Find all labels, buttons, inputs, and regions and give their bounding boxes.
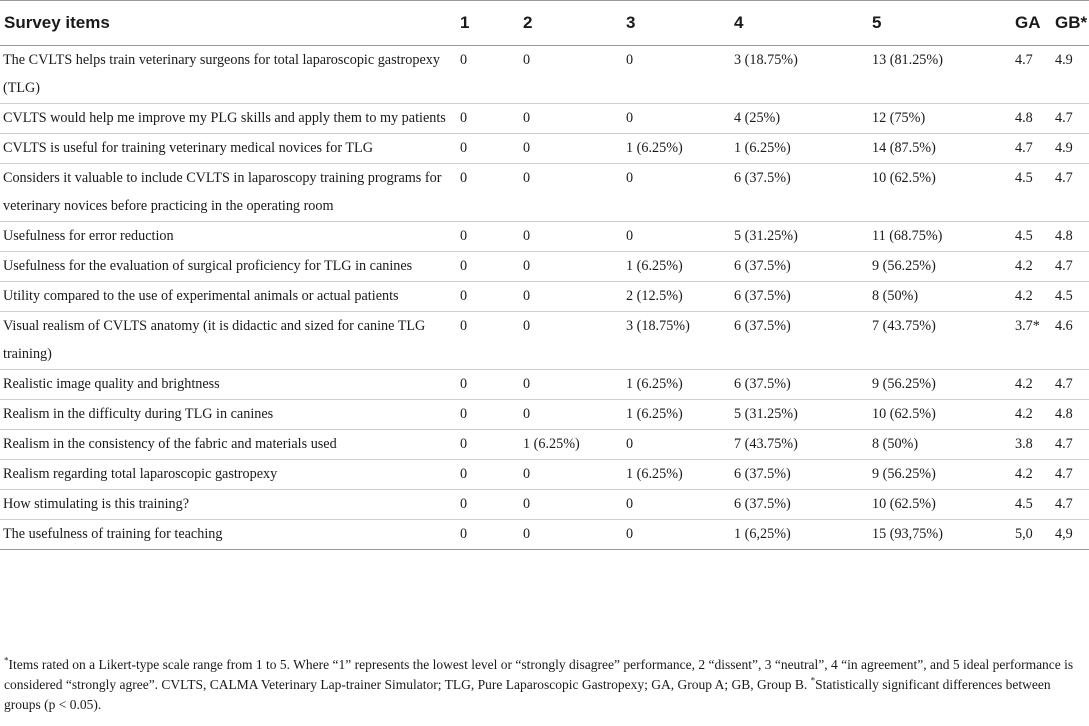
- value-cell: 4.8: [1051, 400, 1089, 430]
- value-cell: 10 (62.5%): [868, 400, 1011, 430]
- value-cell: 0: [519, 312, 622, 370]
- value-cell: 4.5: [1011, 222, 1051, 252]
- value-cell: 0: [622, 490, 730, 520]
- value-cell: 4.7: [1011, 46, 1051, 104]
- value-cell: 0: [456, 312, 519, 370]
- value-cell: 7 (43.75%): [730, 430, 868, 460]
- header-gb: GB*: [1051, 1, 1089, 46]
- value-cell: 0: [622, 520, 730, 550]
- value-cell: 4.2: [1011, 282, 1051, 312]
- value-cell: 10 (62.5%): [868, 490, 1011, 520]
- value-cell: 4,9: [1051, 520, 1089, 550]
- value-cell: 1 (6.25%): [622, 460, 730, 490]
- value-cell: 4.7: [1051, 252, 1089, 282]
- value-cell: 0: [456, 460, 519, 490]
- value-cell: 1 (6.25%): [622, 134, 730, 164]
- footnote-mark: *: [4, 655, 9, 666]
- value-cell: 10 (62.5%): [868, 164, 1011, 222]
- value-cell: 0: [519, 490, 622, 520]
- value-cell: 4.9: [1051, 134, 1089, 164]
- value-cell: 1 (6.25%): [622, 370, 730, 400]
- table-row: [0, 400, 1089, 430]
- value-cell: 6 (37.5%): [730, 282, 868, 312]
- table-row: [0, 104, 1089, 134]
- survey-item-cell: Realism in the consistency of the fabric and materials used: [0, 430, 456, 460]
- value-cell: 1 (6.25%): [622, 400, 730, 430]
- value-cell: 0: [456, 46, 519, 104]
- value-cell: 4.7: [1051, 370, 1089, 400]
- header-row: [0, 1, 1089, 46]
- value-cell: 3.8: [1011, 430, 1051, 460]
- value-cell: 7 (43.75%): [868, 312, 1011, 370]
- header-3: 3: [622, 1, 730, 46]
- table-row: [0, 282, 1089, 312]
- value-cell: 4 (25%): [730, 104, 868, 134]
- value-cell: 0: [456, 252, 519, 282]
- survey-item-cell: CVLTS would help me improve my PLG skills and apply them to my patients: [0, 104, 456, 134]
- header-1: 1: [456, 1, 519, 46]
- value-cell: 4.5: [1011, 490, 1051, 520]
- value-cell: 0: [456, 400, 519, 430]
- table-row: [0, 252, 1089, 282]
- value-cell: 1 (6.25%): [622, 252, 730, 282]
- value-cell: 4.5: [1051, 282, 1089, 312]
- value-cell: 0: [456, 490, 519, 520]
- value-cell: 3.7*: [1011, 312, 1051, 370]
- value-cell: 0: [622, 164, 730, 222]
- value-cell: 0: [622, 222, 730, 252]
- value-cell: 0: [456, 134, 519, 164]
- value-cell: 3 (18.75%): [622, 312, 730, 370]
- value-cell: 0: [456, 282, 519, 312]
- header-4: 4: [730, 1, 868, 46]
- value-cell: 0: [519, 222, 622, 252]
- value-cell: 4.7: [1051, 490, 1089, 520]
- header-5: 5: [868, 1, 1011, 46]
- value-cell: 0: [456, 520, 519, 550]
- value-cell: 4.8: [1051, 222, 1089, 252]
- significance-note: Statistically significant differences between groups (p < 0.05).: [4, 677, 1051, 712]
- survey-item-cell: Considers it valuable to include CVLTS in laparoscopy training programs for veterinary novices before practicing in the operating room: [0, 164, 456, 222]
- survey-item-cell: Usefulness for error reduction: [0, 222, 456, 252]
- table-row: [0, 520, 1089, 550]
- value-cell: 9 (56.25%): [868, 370, 1011, 400]
- value-cell: 0: [456, 222, 519, 252]
- survey-item-cell: Utility compared to the use of experimental animals or actual patients: [0, 282, 456, 312]
- table-row: [0, 490, 1089, 520]
- value-cell: 6 (37.5%): [730, 252, 868, 282]
- value-cell: 4.7: [1011, 134, 1051, 164]
- survey-item-cell: Realism in the difficulty during TLG in canines: [0, 400, 456, 430]
- value-cell: 13 (81.25%): [868, 46, 1011, 104]
- value-cell: 15 (93,75%): [868, 520, 1011, 550]
- value-cell: 5,0: [1011, 520, 1051, 550]
- survey-item-cell: Realistic image quality and brightness: [0, 370, 456, 400]
- value-cell: 0: [519, 134, 622, 164]
- value-cell: 0: [456, 370, 519, 400]
- value-cell: 0: [519, 104, 622, 134]
- table-row: [0, 460, 1089, 490]
- value-cell: 4.9: [1051, 46, 1089, 104]
- table-header: [0, 1, 1089, 46]
- value-cell: 2 (12.5%): [622, 282, 730, 312]
- value-cell: 4.7: [1051, 104, 1089, 134]
- value-cell: 9 (56.25%): [868, 460, 1011, 490]
- value-cell: 0: [456, 430, 519, 460]
- table-row: [0, 370, 1089, 400]
- value-cell: 1 (6.25%): [519, 430, 622, 460]
- survey-item-cell: Realism regarding total laparoscopic gastropexy: [0, 460, 456, 490]
- value-cell: 0: [622, 104, 730, 134]
- table-row: [0, 430, 1089, 460]
- value-cell: 4.8: [1011, 104, 1051, 134]
- value-cell: 4.6: [1051, 312, 1089, 370]
- value-cell: 6 (37.5%): [730, 370, 868, 400]
- value-cell: 6 (37.5%): [730, 164, 868, 222]
- table-row: [0, 46, 1089, 104]
- significance-mark: *: [810, 675, 816, 686]
- value-cell: 4.2: [1011, 460, 1051, 490]
- value-cell: 1 (6,25%): [730, 520, 868, 550]
- footnote-text: Items rated on a Likert-type scale range from 1 to 5. Where “1” represents the lowest level or “strongly disagree” performance, 2 “dissent”, 3 “neutral”, 4 “in agreement”, and 5 ideal performance is considered “strongly agree”. CVLTS, CALMA Veterinary Lap-trainer Simulator; TLG, Pure Laparoscopic Gastropexy; GA, Group A; GB, Group B.: [4, 657, 1074, 692]
- survey-item-cell: Usefulness for the evaluation of surgical proficiency for TLG in canines: [0, 252, 456, 282]
- value-cell: 0: [456, 104, 519, 134]
- value-cell: 4.7: [1051, 460, 1089, 490]
- value-cell: 0: [519, 46, 622, 104]
- survey-item-cell: The usefulness of training for teaching: [0, 520, 456, 550]
- value-cell: 5 (31.25%): [730, 222, 868, 252]
- value-cell: 11 (68.75%): [868, 222, 1011, 252]
- value-cell: 6 (37.5%): [730, 460, 868, 490]
- header-survey-items: Survey items: [0, 1, 456, 46]
- value-cell: 4.2: [1011, 252, 1051, 282]
- survey-item-cell: Visual realism of CVLTS anatomy (it is didactic and sized for canine TLG training): [0, 312, 456, 370]
- table-body: [0, 46, 1089, 550]
- header-ga: GA: [1011, 1, 1051, 46]
- value-cell: 0: [519, 370, 622, 400]
- header-2: 2: [519, 1, 622, 46]
- value-cell: 3 (18.75%): [730, 46, 868, 104]
- value-cell: 0: [519, 164, 622, 222]
- value-cell: 0: [519, 460, 622, 490]
- value-cell: 5 (31.25%): [730, 400, 868, 430]
- value-cell: 6 (37.5%): [730, 312, 868, 370]
- value-cell: 4.2: [1011, 400, 1051, 430]
- value-cell: 4.7: [1051, 430, 1089, 460]
- table-row: [0, 222, 1089, 252]
- survey-item-cell: How stimulating is this training?: [0, 490, 456, 520]
- value-cell: 0: [622, 46, 730, 104]
- survey-item-cell: CVLTS is useful for training veterinary medical novices for TLG: [0, 134, 456, 164]
- value-cell: 0: [519, 282, 622, 312]
- value-cell: 0: [519, 252, 622, 282]
- value-cell: 4.7: [1051, 164, 1089, 222]
- value-cell: 0: [519, 400, 622, 430]
- footnote: [4, 655, 1084, 715]
- value-cell: 6 (37.5%): [730, 490, 868, 520]
- value-cell: 8 (50%): [868, 282, 1011, 312]
- value-cell: 8 (50%): [868, 430, 1011, 460]
- value-cell: 9 (56.25%): [868, 252, 1011, 282]
- table-row: [0, 134, 1089, 164]
- value-cell: 0: [622, 430, 730, 460]
- value-cell: 4.2: [1011, 370, 1051, 400]
- survey-item-cell: The CVLTS helps train veterinary surgeons for total laparoscopic gastropexy (TLG): [0, 46, 456, 104]
- value-cell: 0: [456, 164, 519, 222]
- table-row: [0, 312, 1089, 370]
- value-cell: 0: [519, 520, 622, 550]
- value-cell: 14 (87.5%): [868, 134, 1011, 164]
- table-row: [0, 164, 1089, 222]
- value-cell: 12 (75%): [868, 104, 1011, 134]
- value-cell: 1 (6.25%): [730, 134, 868, 164]
- value-cell: 4.5: [1011, 164, 1051, 222]
